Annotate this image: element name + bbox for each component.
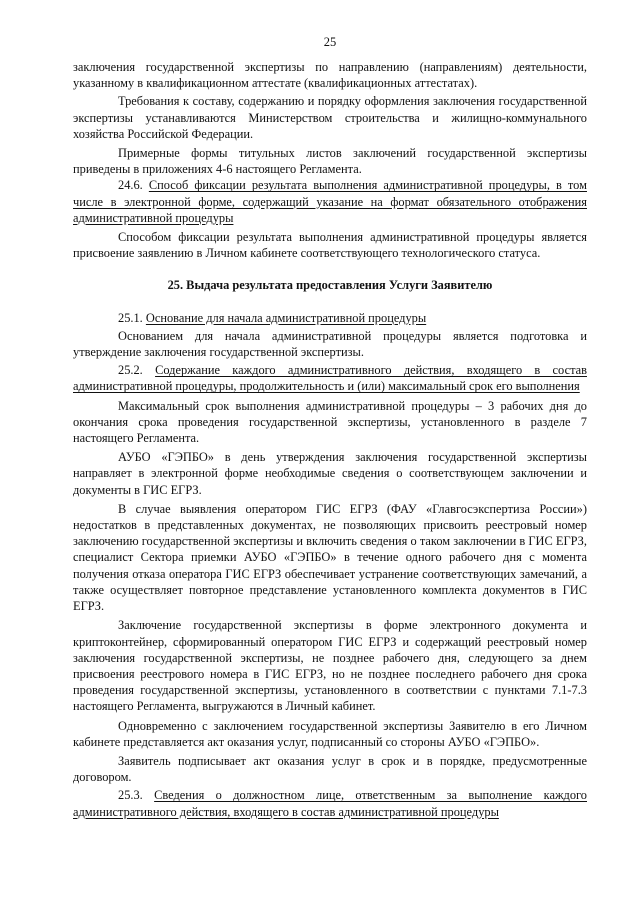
paragraph-electronic-conclusion	[73, 617, 587, 714]
clause-25-3	[73, 787, 587, 819]
document-body	[73, 59, 587, 820]
clause-title: Содержание каждого административного действия, входящего в состав административной процедуры, продолжительность и (или) максимальный срок его выполнения	[73, 363, 587, 394]
clause-25-1	[73, 310, 587, 326]
clause-24-6	[73, 177, 587, 226]
paragraph-text: Способом фиксации результата выполнения административной процедуры является присвоение заявлению в Личном кабинете соответствующего технологического статуса.	[73, 230, 587, 261]
clause-number: 25.3.	[118, 788, 143, 803]
paragraph-continuation	[73, 59, 587, 91]
clause-title: Способ фиксации результата выполнения административной процедуры, в том числе в электронной форме, содержащий указание на формат обязательного отображения административной процедуры	[73, 178, 587, 225]
paragraph-fixation-method	[73, 229, 587, 261]
clause-25-2	[73, 362, 587, 394]
clause-number: 25.2.	[118, 363, 143, 378]
paragraph-text: АУБО «ГЭПБО» в день утверждения заключения государственной экспертизы направляет в электронной форме необходимые сведения о соответствующем заключении и документы в ГИС ЕГРЗ.	[73, 450, 587, 497]
paragraph-basis	[73, 328, 587, 360]
paragraph-text: Максимальный срок выполнения административной процедуры – 3 рабочих дня до окончания срока проведения государственной экспертизы, установленного в разделе 7 настоящего Регламента.	[73, 398, 587, 446]
paragraph-max-term	[73, 398, 587, 447]
paragraph-applicant-signs	[73, 753, 587, 785]
paragraph-text: В случае выявления оператором ГИС ЕГРЗ (ФАУ «Главгосэкспертиза России») недостатков в представленных документах, не позволяющих присвоить реестровый номер заключению государственной экспертизы и включить сведения о таком заключении в ГИС ЕГРЗ, специалист Сектора приемки АУБО «ГЭПБО» в течение одного рабочего дня с момента получения отказа оператора ГИС ЕГРЗ обеспечивает устранение соответствующих замечаний, а также осуществляет повторное представление установленного комплекта документов в ГИС ЕГРЗ.	[73, 501, 587, 614]
page-number: 25	[323, 35, 337, 49]
paragraph-deficiencies	[73, 501, 587, 614]
paragraph-requirements	[73, 93, 587, 142]
paragraph-text: Одновременно с заключением государственной экспертизы Заявителю в его Личном кабинете представляется акт оказания услуг, подписанный со стороны АУБО «ГЭПБО».	[73, 718, 587, 749]
clause-title: Основание для начала административной процедуры	[145, 310, 427, 325]
paragraph-text: Требования к составу, содержанию и порядку оформления заключения государственной экспертизы устанавливаются Министерством строительства и жилищно-коммунального хозяйства Российской Федерации.	[73, 94, 587, 141]
paragraph-text: Основанием для начала административной процедуры является подготовка и утверждение заключения государственной экспертизы.	[73, 328, 587, 360]
paragraph-service-act	[73, 718, 587, 750]
paragraph-text: Примерные формы титульных листов заключений государственной экспертизы приведены в приложениях 4-6 настоящего Регламента.	[73, 146, 587, 177]
section-heading: 25. Выдача результата предоставления Услуги Заявителю	[167, 278, 493, 293]
clause-number: 24.6.	[118, 178, 143, 193]
paragraph-text: заключения государственной экспертизы по направлению (направлениям) деятельности, указанному в квалификационном аттестате (квалификационных аттестатах).	[73, 60, 587, 91]
paragraph-text: Заключение государственной экспертизы в форме электронного документа и криптоконтейнер, сформированный оператором ГИС ЕГРЗ и содержащий реестровый номер заключения государственной экспертизы, не позднее рабочего дня, следующего за днем присвоения реестрового номера в ГИС ЕГРЗ, но не позднее последнего рабочего дня срока проведения государственной экспертизы, установленного в соответствии с пунктами 7.1-7.3 настоящего Регламента, выгружаются в Личный кабинет.	[73, 618, 587, 714]
paragraph-title-forms	[73, 145, 587, 177]
paragraph-text: Заявитель подписывает акт оказания услуг в срок и в порядке, предусмотренные договором.	[73, 753, 587, 785]
paragraph-aubo-sends	[73, 449, 587, 498]
clause-title: Сведения о должностном лице, ответственным за выполнение каждого административного действия, входящего в состав административной процедуры	[73, 788, 587, 819]
clause-number: 25.1.	[118, 310, 143, 325]
